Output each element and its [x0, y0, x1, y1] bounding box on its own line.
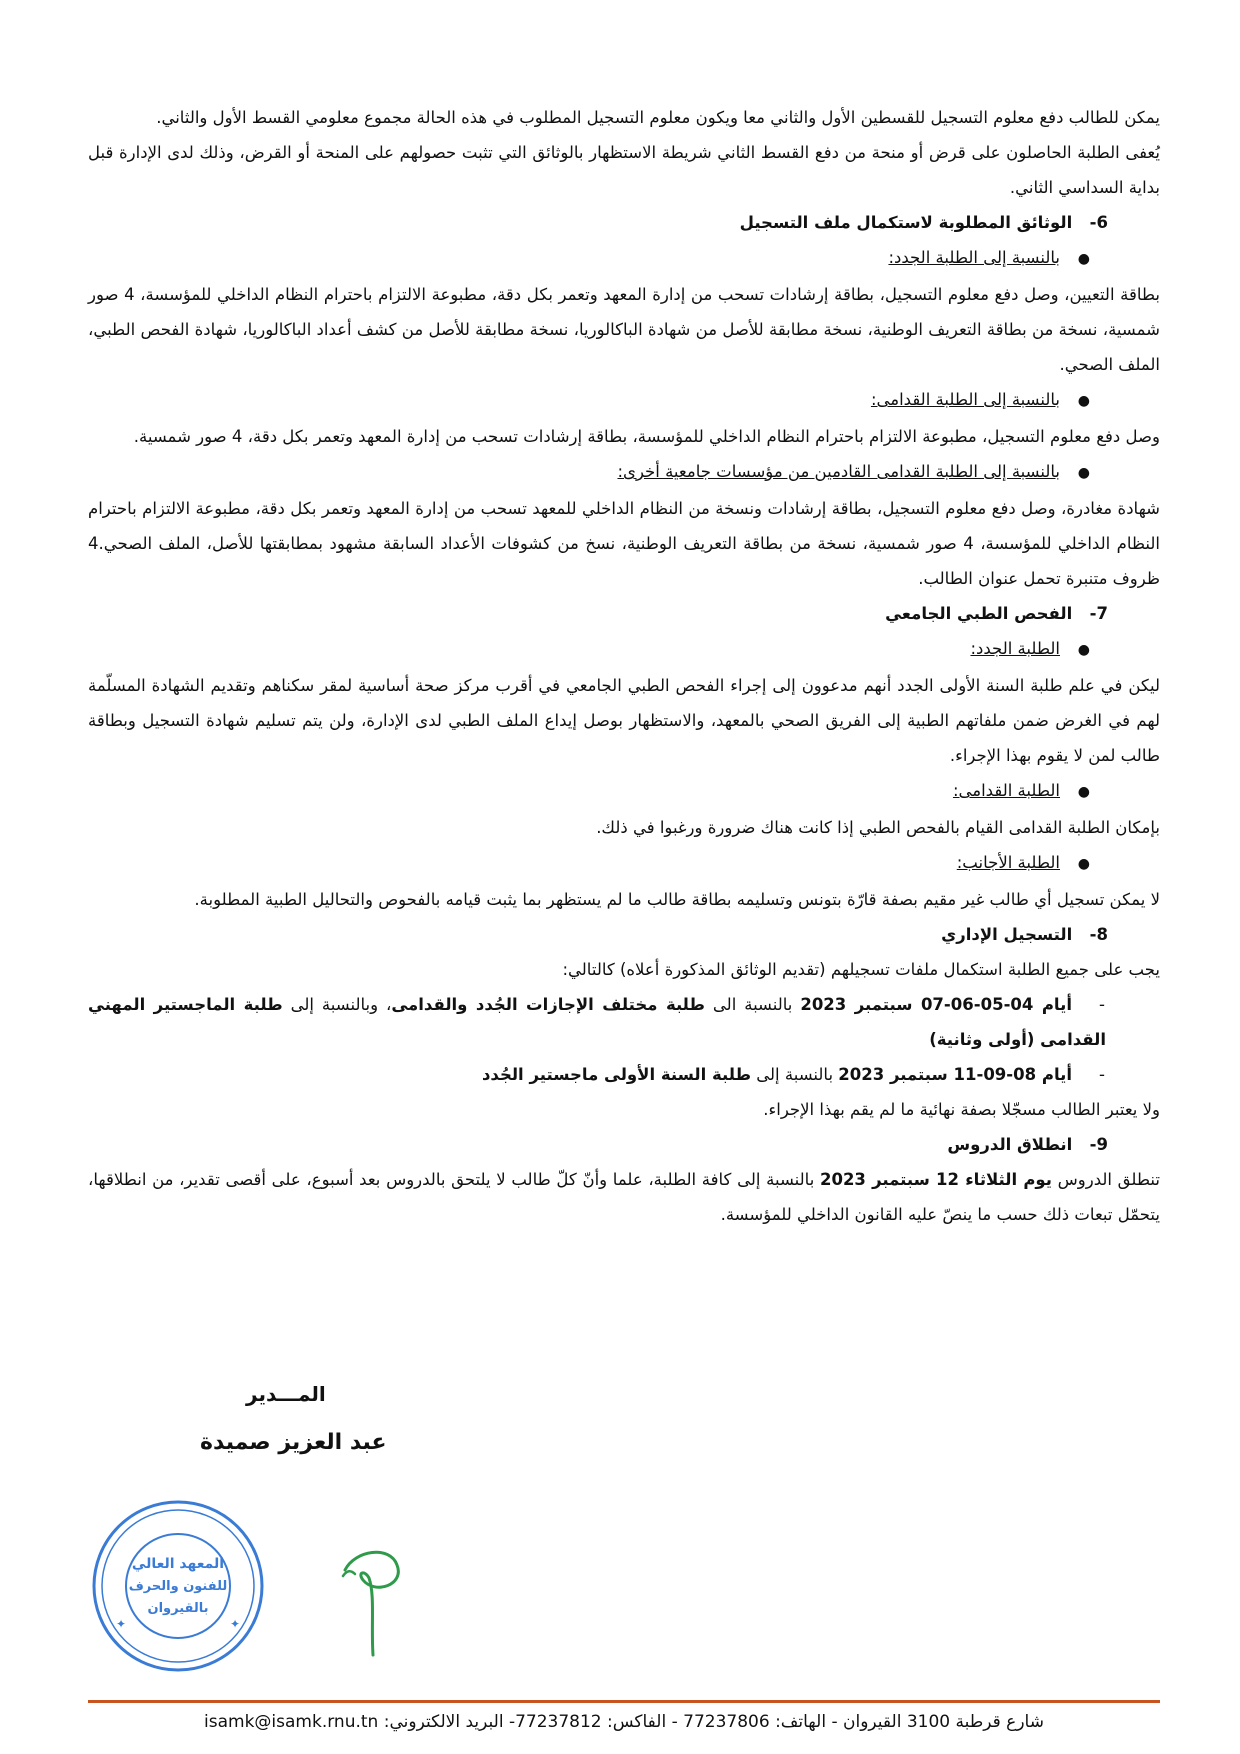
bullet-icon: ● [1077, 465, 1090, 481]
paragraph-exemption: يُعفى الطلبة الحاصلون على قرض أو منحة من دفع القسط الثاني شريطة الاستظهار بالوثائق التي تثبت حصولهم على المنحة أو القرض، وذلك لدى الإدارة قبل بداية السداسي الثاني. [88, 143, 1160, 197]
bullet-icon: ● [1077, 784, 1090, 800]
svg-text:✦: ✦ [116, 1617, 127, 1631]
section-8-item-1: -أيام 04-05-06-07 سبتمبر 2023 بالنسبة الى طلبة مختلف الإجازات الجُدد والقدامى، وبالنسبة إلى طلبة الماجستير المهني القدامى (أولى وثانية) [88, 987, 1160, 1057]
section-8-heading: 8- التسجيل الإداري [941, 925, 1108, 944]
footer-rule [88, 1700, 1160, 1703]
paragraph-installments: يمكن للطالب دفع معلوم التسجيل للقسطين الأول والثاني معا ويكون معلوم التسجيل المطلوب في هذه الحالة مجموع معلومي القسط الأول والثاني. [156, 108, 1160, 127]
section-7-new-students-text: ليكن في علم طلبة السنة الأولى الجدد أنهم مدعوون إلى إجراء الفحص الطبي الجامعي في أقرب مركز صحة أساسية لمقر سكناهم وتقديم الشهادة المسلّمة لهم في الغرض ضمن ملفاتهم الطبية إلى الفريق الصحي بالمعهد، والاستظهار بوصل إيداع الملف الطبي لدى الإدارة، ولن يتم تسليم شهادة التسجيل وبطاقة طالب لمن لا يقوم بهذا الإجراء. [88, 676, 1160, 765]
section-8-closing: ولا يعتبر الطالب مسجّلا بصفة نهائية ما لم يقم بهذا الإجراء. [763, 1100, 1160, 1119]
section-7-foreign-students-text: لا يمكن تسجيل أي طالب غير مقيم بصفة قارّة بتونس وتسليمه بطاقة طالب ما لم يستظهر بما يثبت قيامه بالفحوص والتحاليل الطبية المطلوبة. [194, 890, 1160, 909]
svg-text:بالقيروان: بالقيروان [147, 1601, 209, 1616]
bullet-icon: ● [1077, 856, 1090, 872]
bullet-icon: ● [1077, 393, 1090, 409]
svg-text:المعهد العالي: المعهد العالي [131, 1556, 225, 1572]
section-7-old-students-label: ●الطلبة القدامى: [88, 773, 1160, 810]
section-6-transfer-students-text: شهادة مغادرة، وصل دفع معلوم التسجيل، بطاقة إرشادات ونسخة من النظام الداخلي للمعهد تسحب من إدارة المعهد وتعمر بكل دقة، مطبوعة الالتزام باحترام النظام الداخلي للمؤسسة، 4 صور شمسية، نسخة من بطاقة التعريف الوطنية، نسخ من كشوفات الأعداد السابقة مشهود بمطابقتها للأصل، الملف الصحي.4 ظروف متنبرة تحمل عنوان الطالب. [88, 499, 1160, 588]
signature-name: عبد العزيز صميدة [200, 1430, 387, 1455]
dash-marker: - [1099, 1065, 1105, 1084]
section-7-new-students-label: ●الطلبة الجدد: [88, 631, 1160, 668]
section-8-intro: يجب على جميع الطلبة استكمال ملفات تسجيلهم (تقديم الوثائق المذكورة أعلاه) كالتالي: [562, 960, 1160, 979]
section-6-heading: 6- الوثائق المطلوبة لاستكمال ملف التسجيل [739, 213, 1108, 232]
section-7-foreign-students-label: ●الطلبة الأجانب: [88, 845, 1160, 882]
official-stamp-icon [88, 1496, 268, 1676]
signature-title: المـــدير [246, 1382, 326, 1406]
svg-text:✦: ✦ [230, 1617, 241, 1631]
handwritten-signature-icon [335, 1540, 415, 1660]
section-6-new-students-label: ●بالنسبة إلى الطلبة الجدد: [88, 240, 1160, 277]
section-9-heading: 9- انطلاق الدروس [947, 1135, 1108, 1154]
dash-marker: - [1099, 995, 1105, 1014]
section-9-text: تنطلق الدروس يوم الثلاثاء 12 سبتمبر 2023 بالنسبة إلى كافة الطلبة، علما وأنّ كلّ طالب لا يلتحق بالدروس بعد أسبوع، على أقصى تقدير، من انطلاقها، يتحمّل تبعات ذلك حسب ما ينصّ عليه القانون الداخلي للمؤسسة. [88, 1170, 1160, 1224]
section-6-old-students-label: ●بالنسبة إلى الطلبة القدامى: [88, 382, 1160, 419]
section-8-item-2: -أيام 08-09-11 سبتمبر 2023 بالنسبة إلى طلبة السنة الأولى ماجستير الجُدد [88, 1057, 1160, 1092]
section-7-heading: 7- الفحص الطبي الجامعي [885, 604, 1108, 623]
document-body [88, 100, 1160, 1232]
section-6-new-students-text: بطاقة التعيين، وصل دفع معلوم التسجيل، بطاقة إرشادات تسحب من إدارة المعهد وتعمر بكل دقة، مطبوعة الالتزام باحترام النظام الداخلي للمؤسسة، 4 صور شمسية، نسخة من بطاقة التعريف الوطنية، نسخة مطابقة للأصل من شهادة الباكالوريا، نسخة مطابقة للأصل من كشف أعداد الباكالوريا، شهادة الفحص الطبي، الملف الصحي. [88, 285, 1161, 374]
bullet-icon: ● [1077, 251, 1090, 267]
footer-contact: شارع قرطبة 3100 القيروان - الهاتف: 77237806 - الفاكس: 77237812- البريد الالكتروني: isamk@isamk.rnu.tn [204, 1712, 1044, 1732]
section-7-old-students-text: بإمكان الطلبة القدامى القيام بالفحص الطبي إذا كانت هناك ضرورة ورغبوا في ذلك. [596, 818, 1160, 837]
section-6-transfer-students-label: ●بالنسبة إلى الطلبة القدامى القادمين من مؤسسات جامعية أخرى: [88, 454, 1160, 491]
section-6-old-students-text: وصل دفع معلوم التسجيل، مطبوعة الالتزام باحترام النظام الداخلي للمؤسسة، بطاقة إرشادات تسحب من إدارة المعهد وتعمر بكل دقة، 4 صور شمسية. [133, 427, 1160, 446]
bullet-icon: ● [1077, 642, 1090, 658]
svg-text:للفنون والحرف: للفنون والحرف [128, 1579, 228, 1594]
